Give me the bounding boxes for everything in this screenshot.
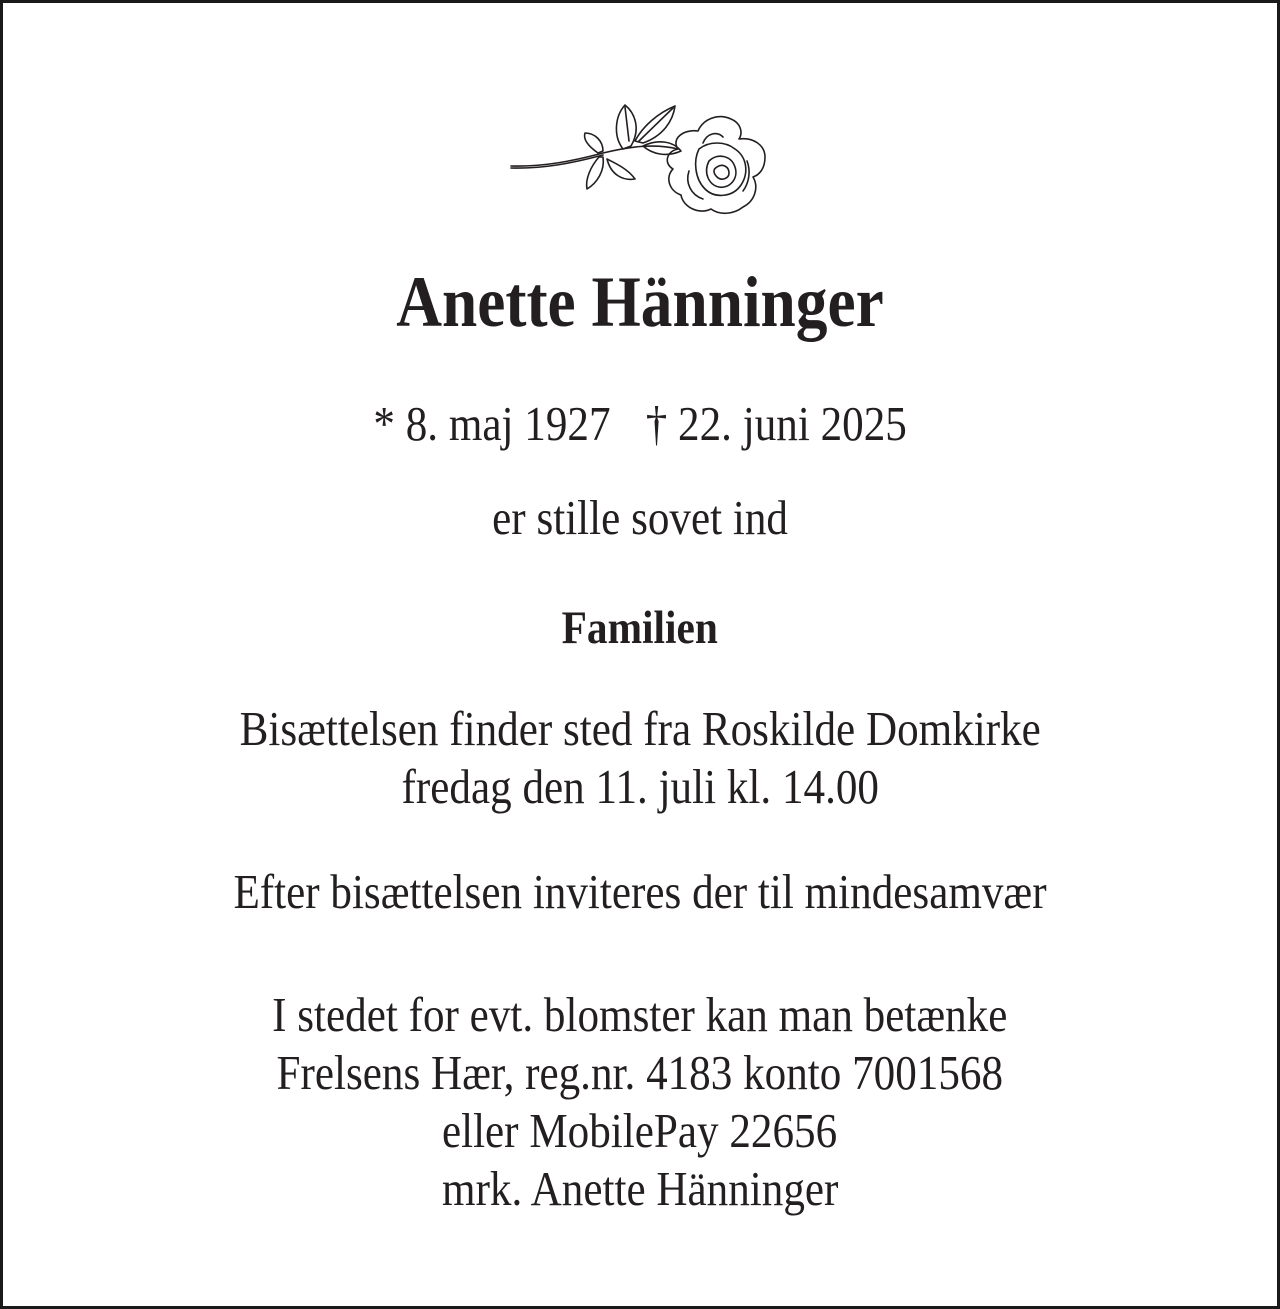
memorial-gathering: Efter bisættelsen inviteres der til mindesamvær: [233, 864, 1047, 919]
death-symbol: †: [645, 396, 668, 451]
life-dates: [3, 395, 1277, 452]
donation-reference: mrk. Anette Hänninger: [441, 1161, 839, 1216]
death-date: 22. juni 2025: [677, 396, 907, 451]
funeral-time: fredag den 11. juli kl. 14.00: [401, 759, 879, 814]
donation-bank: Frelsens Hær, reg.nr. 4183 konto 7001568: [276, 1045, 1004, 1100]
passing-message: er stille sovet ind: [492, 490, 788, 545]
rose-icon: [503, 91, 783, 226]
birth-symbol: *: [373, 396, 395, 451]
donation-mobilepay: eller MobilePay 22656: [442, 1103, 838, 1158]
deceased-name: Anette Hänninger: [396, 262, 884, 342]
signature: Familien: [561, 602, 719, 654]
birth-date: 8. maj 1927: [405, 396, 611, 451]
funeral-location: Bisættelsen finder sted fra Roskilde Domkirke: [239, 701, 1041, 756]
donation-intro: I stedet for evt. blomster kan man betænke: [272, 987, 1008, 1042]
